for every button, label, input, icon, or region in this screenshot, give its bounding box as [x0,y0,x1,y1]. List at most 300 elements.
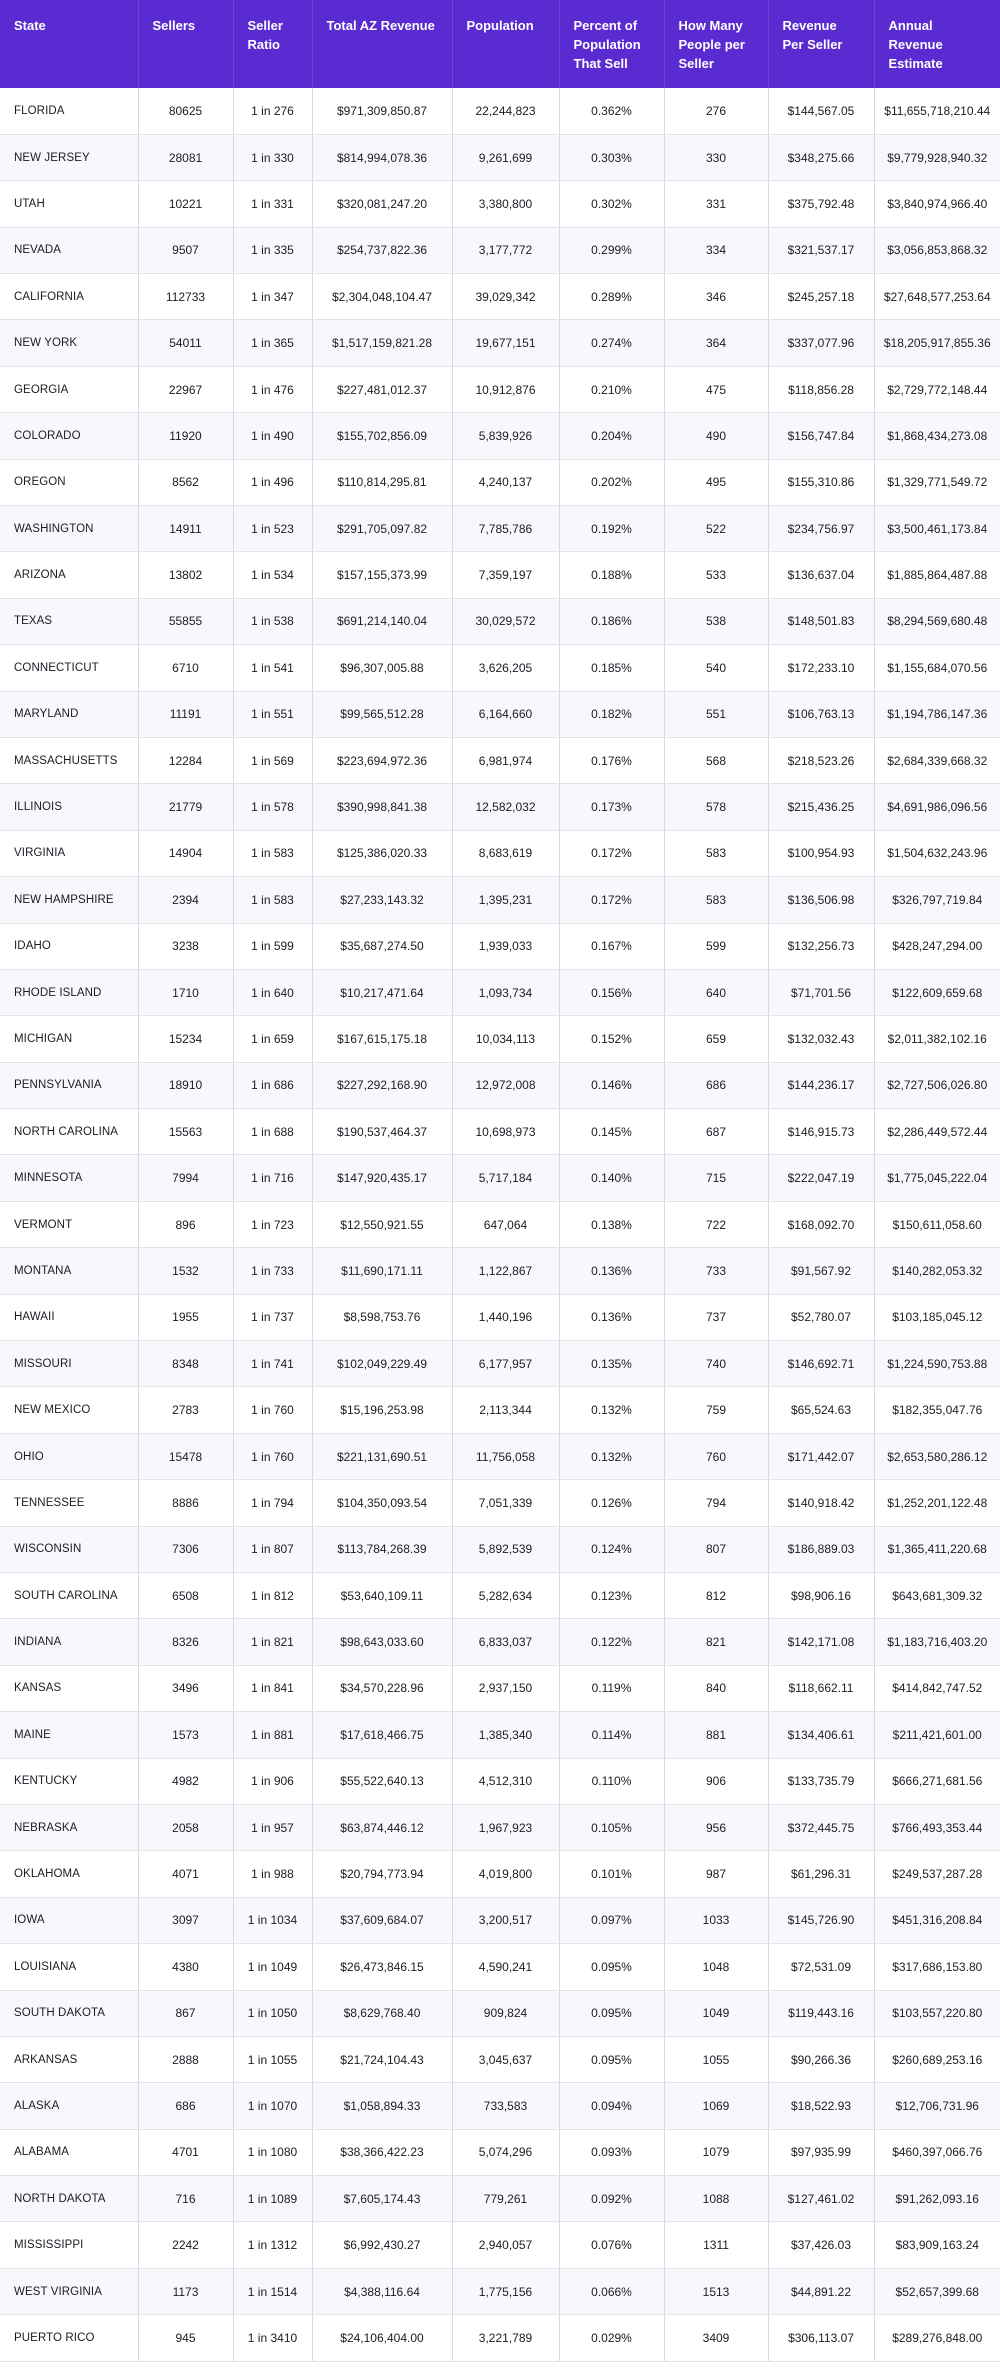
cell-sellers: 22967 [138,366,233,412]
cell-percent-population: 0.094% [559,2083,664,2129]
cell-total-revenue: $96,307,005.88 [312,645,452,691]
table-row [0,134,1000,180]
header-revenue-per-seller[interactable]: Revenue Per Seller [768,0,874,88]
cell-population: 5,839,926 [452,413,559,459]
cell-revenue-per-seller: $136,637.04 [768,552,874,598]
cell-seller-ratio: 1 in 688 [233,1109,312,1155]
cell-percent-population: 0.146% [559,1062,664,1108]
cell-people-per-seller: 840 [664,1665,768,1711]
cell-seller-ratio: 1 in 807 [233,1526,312,1572]
cell-total-revenue: $55,522,640.13 [312,1758,452,1804]
cell-population: 3,380,800 [452,181,559,227]
cell-revenue-per-seller: $172,233.10 [768,645,874,691]
cell-seller-ratio: 1 in 716 [233,1155,312,1201]
cell-total-revenue: $8,629,768.40 [312,1990,452,2036]
cell-state: SOUTH DAKOTA [0,1990,138,2036]
cell-percent-population: 0.140% [559,1155,664,1201]
cell-sellers: 896 [138,1201,233,1247]
cell-percent-population: 0.185% [559,645,664,691]
table-row [0,1480,1000,1526]
cell-people-per-seller: 1088 [664,2176,768,2222]
cell-annual-revenue: $122,609,659.68 [874,969,1000,1015]
cell-percent-population: 0.289% [559,274,664,320]
cell-sellers: 18910 [138,1062,233,1108]
cell-people-per-seller: 956 [664,1804,768,1850]
cell-annual-revenue: $4,691,986,096.56 [874,784,1000,830]
cell-annual-revenue: $2,727,506,026.80 [874,1062,1000,1108]
cell-people-per-seller: 578 [664,784,768,830]
cell-people-per-seller: 659 [664,1016,768,1062]
cell-population: 779,261 [452,2176,559,2222]
cell-people-per-seller: 568 [664,737,768,783]
cell-state: MARYLAND [0,691,138,737]
cell-percent-population: 0.095% [559,1944,664,1990]
cell-annual-revenue: $643,681,309.32 [874,1573,1000,1619]
cell-population: 10,912,876 [452,366,559,412]
cell-percent-population: 0.173% [559,784,664,830]
cell-state: WISCONSIN [0,1526,138,1572]
cell-sellers: 14911 [138,506,233,552]
cell-state: NEW HAMPSHIRE [0,877,138,923]
cell-sellers: 716 [138,2176,233,2222]
cell-percent-population: 0.156% [559,969,664,1015]
cell-sellers: 1955 [138,1294,233,1340]
cell-sellers: 15234 [138,1016,233,1062]
cell-seller-ratio: 1 in 335 [233,227,312,273]
cell-people-per-seller: 722 [664,1201,768,1247]
cell-revenue-per-seller: $127,461.02 [768,2176,874,2222]
cell-state: OKLAHOMA [0,1851,138,1897]
cell-state: GEORGIA [0,366,138,412]
cell-total-revenue: $254,737,822.36 [312,227,452,273]
cell-sellers: 4380 [138,1944,233,1990]
cell-revenue-per-seller: $134,406.61 [768,1712,874,1758]
cell-total-revenue: $27,233,143.32 [312,877,452,923]
cell-people-per-seller: 794 [664,1480,768,1526]
cell-people-per-seller: 331 [664,181,768,227]
header-seller-ratio[interactable]: Seller Ratio [233,0,312,88]
cell-sellers: 2058 [138,1804,233,1850]
cell-state: COLORADO [0,413,138,459]
table-row [0,1851,1000,1897]
cell-seller-ratio: 1 in 794 [233,1480,312,1526]
cell-revenue-per-seller: $118,662.11 [768,1665,874,1711]
cell-annual-revenue: $289,276,848.00 [874,2315,1000,2361]
cell-revenue-per-seller: $44,891.22 [768,2268,874,2314]
cell-population: 5,717,184 [452,1155,559,1201]
cell-people-per-seller: 3409 [664,2315,768,2361]
cell-state: WEST VIRGINIA [0,2268,138,2314]
cell-population: 6,164,660 [452,691,559,737]
cell-percent-population: 0.136% [559,1294,664,1340]
cell-people-per-seller: 540 [664,645,768,691]
cell-annual-revenue: $666,271,681.56 [874,1758,1000,1804]
header-percent-population[interactable]: Percent of Population That Sell [559,0,664,88]
cell-seller-ratio: 1 in 812 [233,1573,312,1619]
cell-seller-ratio: 1 in 331 [233,181,312,227]
cell-people-per-seller: 759 [664,1387,768,1433]
table-row [0,969,1000,1015]
cell-revenue-per-seller: $372,445.75 [768,1804,874,1850]
cell-people-per-seller: 276 [664,88,768,134]
cell-total-revenue: $63,874,446.12 [312,1804,452,1850]
cell-total-revenue: $125,386,020.33 [312,830,452,876]
cell-total-revenue: $155,702,856.09 [312,413,452,459]
cell-sellers: 945 [138,2315,233,2361]
cell-people-per-seller: 760 [664,1433,768,1479]
table-row [0,181,1000,227]
cell-sellers: 21779 [138,784,233,830]
header-population[interactable]: Population [452,0,559,88]
cell-sellers: 12284 [138,737,233,783]
table-row [0,737,1000,783]
cell-seller-ratio: 1 in 330 [233,134,312,180]
cell-people-per-seller: 522 [664,506,768,552]
cell-annual-revenue: $3,840,974,966.40 [874,181,1000,227]
cell-total-revenue: $99,565,512.28 [312,691,452,737]
table-row [0,1758,1000,1804]
cell-population: 1,395,231 [452,877,559,923]
cell-total-revenue: $320,081,247.20 [312,181,452,227]
cell-annual-revenue: $1,329,771,549.72 [874,459,1000,505]
cell-annual-revenue: $11,655,718,210.44 [874,88,1000,134]
cell-state: MICHIGAN [0,1016,138,1062]
cell-state: VIRGINIA [0,830,138,876]
table-row [0,877,1000,923]
cell-state: PENNSYLVANIA [0,1062,138,1108]
table-body [0,88,1000,2361]
cell-percent-population: 0.188% [559,552,664,598]
cell-people-per-seller: 334 [664,227,768,273]
cell-seller-ratio: 1 in 1089 [233,2176,312,2222]
cell-total-revenue: $37,609,684.07 [312,1897,452,1943]
cell-seller-ratio: 1 in 538 [233,598,312,644]
cell-percent-population: 0.093% [559,2129,664,2175]
cell-population: 7,359,197 [452,552,559,598]
cell-annual-revenue: $1,868,434,273.08 [874,413,1000,459]
cell-sellers: 54011 [138,320,233,366]
cell-seller-ratio: 1 in 534 [233,552,312,598]
cell-population: 10,698,973 [452,1109,559,1155]
table-row [0,1062,1000,1108]
cell-population: 1,093,734 [452,969,559,1015]
cell-population: 7,051,339 [452,1480,559,1526]
cell-population: 733,583 [452,2083,559,2129]
cell-total-revenue: $6,992,430.27 [312,2222,452,2268]
cell-sellers: 55855 [138,598,233,644]
table-row [0,1804,1000,1850]
cell-annual-revenue: $103,185,045.12 [874,1294,1000,1340]
cell-revenue-per-seller: $348,275.66 [768,134,874,180]
cell-sellers: 3097 [138,1897,233,1943]
cell-percent-population: 0.105% [559,1804,664,1850]
cell-population: 647,064 [452,1201,559,1247]
table-row [0,1526,1000,1572]
cell-revenue-per-seller: $100,954.93 [768,830,874,876]
cell-population: 12,972,008 [452,1062,559,1108]
cell-seller-ratio: 1 in 1514 [233,2268,312,2314]
cell-annual-revenue: $460,397,066.76 [874,2129,1000,2175]
cell-percent-population: 0.095% [559,1990,664,2036]
cell-total-revenue: $38,366,422.23 [312,2129,452,2175]
cell-state: IOWA [0,1897,138,1943]
cell-sellers: 2394 [138,877,233,923]
cell-people-per-seller: 740 [664,1341,768,1387]
cell-annual-revenue: $182,355,047.76 [874,1387,1000,1433]
header-state[interactable]: State [0,0,138,88]
cell-people-per-seller: 1311 [664,2222,768,2268]
cell-annual-revenue: $2,286,449,572.44 [874,1109,1000,1155]
table-row [0,2129,1000,2175]
cell-population: 3,221,789 [452,2315,559,2361]
table-row [0,459,1000,505]
cell-percent-population: 0.299% [559,227,664,273]
cell-population: 3,177,772 [452,227,559,273]
cell-percent-population: 0.176% [559,737,664,783]
cell-percent-population: 0.092% [559,2176,664,2222]
cell-percent-population: 0.274% [559,320,664,366]
cell-percent-population: 0.202% [559,459,664,505]
cell-state: SOUTH CAROLINA [0,1573,138,1619]
cell-population: 1,385,340 [452,1712,559,1758]
cell-sellers: 112733 [138,274,233,320]
table-row [0,1619,1000,1665]
cell-revenue-per-seller: $91,567.92 [768,1248,874,1294]
cell-population: 1,939,033 [452,923,559,969]
cell-people-per-seller: 1033 [664,1897,768,1943]
cell-sellers: 15478 [138,1433,233,1479]
cell-revenue-per-seller: $37,426.03 [768,2222,874,2268]
header-total-revenue[interactable]: Total AZ Revenue [312,0,452,88]
cell-annual-revenue: $1,183,716,403.20 [874,1619,1000,1665]
cell-state: KENTUCKY [0,1758,138,1804]
cell-seller-ratio: 1 in 496 [233,459,312,505]
cell-people-per-seller: 987 [664,1851,768,1897]
cell-annual-revenue: $1,885,864,487.88 [874,552,1000,598]
cell-revenue-per-seller: $142,171.08 [768,1619,874,1665]
table-row [0,2176,1000,2222]
cell-state: TEXAS [0,598,138,644]
table-row [0,366,1000,412]
cell-seller-ratio: 1 in 599 [233,923,312,969]
cell-revenue-per-seller: $222,047.19 [768,1155,874,1201]
cell-sellers: 14904 [138,830,233,876]
cell-seller-ratio: 1 in 821 [233,1619,312,1665]
cell-revenue-per-seller: $144,236.17 [768,1062,874,1108]
cell-seller-ratio: 1 in 988 [233,1851,312,1897]
cell-seller-ratio: 1 in 276 [233,88,312,134]
cell-percent-population: 0.029% [559,2315,664,2361]
cell-people-per-seller: 495 [664,459,768,505]
cell-population: 4,019,800 [452,1851,559,1897]
cell-state: MASSACHUSETTS [0,737,138,783]
cell-people-per-seller: 733 [664,1248,768,1294]
cell-annual-revenue: $140,282,053.32 [874,1248,1000,1294]
cell-percent-population: 0.186% [559,598,664,644]
cell-total-revenue: $291,705,097.82 [312,506,452,552]
table-row [0,830,1000,876]
cell-revenue-per-seller: $215,436.25 [768,784,874,830]
cell-percent-population: 0.101% [559,1851,664,1897]
cell-seller-ratio: 1 in 733 [233,1248,312,1294]
cell-people-per-seller: 881 [664,1712,768,1758]
cell-people-per-seller: 715 [664,1155,768,1201]
cell-population: 10,034,113 [452,1016,559,1062]
cell-annual-revenue: $317,686,153.80 [874,1944,1000,1990]
cell-annual-revenue: $3,500,461,173.84 [874,506,1000,552]
cell-sellers: 28081 [138,134,233,180]
cell-population: 5,282,634 [452,1573,559,1619]
cell-population: 6,981,974 [452,737,559,783]
cell-revenue-per-seller: $132,032.43 [768,1016,874,1062]
cell-state: CONNECTICUT [0,645,138,691]
cell-annual-revenue: $326,797,719.84 [874,877,1000,923]
cell-seller-ratio: 1 in 760 [233,1433,312,1479]
table-row [0,645,1000,691]
table-row [0,2036,1000,2082]
cell-state: ARKANSAS [0,2036,138,2082]
cell-state: INDIANA [0,1619,138,1665]
cell-revenue-per-seller: $71,701.56 [768,969,874,1015]
table-row [0,1016,1000,1062]
cell-total-revenue: $53,640,109.11 [312,1573,452,1619]
cell-total-revenue: $10,217,471.64 [312,969,452,1015]
cell-seller-ratio: 1 in 741 [233,1341,312,1387]
cell-population: 5,074,296 [452,2129,559,2175]
cell-annual-revenue: $18,205,917,855.36 [874,320,1000,366]
cell-revenue-per-seller: $146,915.73 [768,1109,874,1155]
cell-annual-revenue: $1,365,411,220.68 [874,1526,1000,1572]
cell-seller-ratio: 1 in 583 [233,830,312,876]
cell-percent-population: 0.172% [559,877,664,923]
cell-revenue-per-seller: $234,756.97 [768,506,874,552]
cell-annual-revenue: $2,729,772,148.44 [874,366,1000,412]
cell-sellers: 6710 [138,645,233,691]
header-sellers[interactable]: Sellers [138,0,233,88]
cell-sellers: 8348 [138,1341,233,1387]
cell-population: 1,122,867 [452,1248,559,1294]
cell-total-revenue: $223,694,972.36 [312,737,452,783]
cell-total-revenue: $227,481,012.37 [312,366,452,412]
cell-people-per-seller: 812 [664,1573,768,1619]
cell-annual-revenue: $1,224,590,753.88 [874,1341,1000,1387]
cell-state: ILLINOIS [0,784,138,830]
cell-revenue-per-seller: $171,442.07 [768,1433,874,1479]
cell-state: NEW MEXICO [0,1387,138,1433]
cell-total-revenue: $971,309,850.87 [312,88,452,134]
table-row [0,552,1000,598]
table-row [0,1712,1000,1758]
cell-revenue-per-seller: $186,889.03 [768,1526,874,1572]
table-row [0,320,1000,366]
cell-seller-ratio: 1 in 659 [233,1016,312,1062]
cell-people-per-seller: 1069 [664,2083,768,2129]
cell-sellers: 1573 [138,1712,233,1758]
cell-annual-revenue: $27,648,577,253.64 [874,274,1000,320]
cell-state: MINNESOTA [0,1155,138,1201]
cell-state: OHIO [0,1433,138,1479]
cell-revenue-per-seller: $155,310.86 [768,459,874,505]
table-row [0,691,1000,737]
cell-population: 2,113,344 [452,1387,559,1433]
cell-percent-population: 0.192% [559,506,664,552]
cell-annual-revenue: $211,421,601.00 [874,1712,1000,1758]
table-row [0,1201,1000,1247]
cell-population: 1,440,196 [452,1294,559,1340]
cell-sellers: 2783 [138,1387,233,1433]
table-row [0,2222,1000,2268]
header-annual-revenue[interactable]: Annual Revenue Estimate [874,0,1000,88]
cell-people-per-seller: 551 [664,691,768,737]
cell-total-revenue: $17,618,466.75 [312,1712,452,1758]
cell-total-revenue: $1,058,894.33 [312,2083,452,2129]
cell-percent-population: 0.138% [559,1201,664,1247]
cell-percent-population: 0.066% [559,2268,664,2314]
cell-people-per-seller: 346 [664,274,768,320]
cell-annual-revenue: $428,247,294.00 [874,923,1000,969]
cell-seller-ratio: 1 in 1049 [233,1944,312,1990]
cell-revenue-per-seller: $72,531.09 [768,1944,874,1990]
cell-seller-ratio: 1 in 569 [233,737,312,783]
cell-revenue-per-seller: $218,523.26 [768,737,874,783]
cell-revenue-per-seller: $156,747.84 [768,413,874,459]
cell-annual-revenue: $1,252,201,122.48 [874,1480,1000,1526]
cell-total-revenue: $26,473,846.15 [312,1944,452,1990]
cell-total-revenue: $7,605,174.43 [312,2176,452,2222]
cell-population: 909,824 [452,1990,559,2036]
cell-seller-ratio: 1 in 841 [233,1665,312,1711]
cell-annual-revenue: $2,653,580,286.12 [874,1433,1000,1479]
table-row [0,1990,1000,2036]
cell-revenue-per-seller: $136,506.98 [768,877,874,923]
table-row [0,227,1000,273]
cell-people-per-seller: 364 [664,320,768,366]
cell-seller-ratio: 1 in 881 [233,1712,312,1758]
cell-people-per-seller: 475 [664,366,768,412]
cell-people-per-seller: 1049 [664,1990,768,2036]
cell-people-per-seller: 490 [664,413,768,459]
cell-population: 4,512,310 [452,1758,559,1804]
table-row [0,1294,1000,1340]
header-people-per-seller[interactable]: How Many People per Seller [664,0,768,88]
cell-total-revenue: $113,784,268.39 [312,1526,452,1572]
cell-seller-ratio: 1 in 906 [233,1758,312,1804]
cell-seller-ratio: 1 in 1055 [233,2036,312,2082]
cell-state: TENNESSEE [0,1480,138,1526]
cell-population: 12,582,032 [452,784,559,830]
cell-percent-population: 0.114% [559,1712,664,1758]
cell-revenue-per-seller: $306,113.07 [768,2315,874,2361]
cell-state: OREGON [0,459,138,505]
cell-people-per-seller: 538 [664,598,768,644]
cell-seller-ratio: 1 in 686 [233,1062,312,1108]
cell-percent-population: 0.119% [559,1665,664,1711]
cell-people-per-seller: 583 [664,830,768,876]
cell-sellers: 11920 [138,413,233,459]
cell-state: MISSOURI [0,1341,138,1387]
cell-total-revenue: $814,994,078.36 [312,134,452,180]
cell-total-revenue: $2,304,048,104.47 [312,274,452,320]
cell-population: 4,590,241 [452,1944,559,1990]
cell-sellers: 4071 [138,1851,233,1897]
cell-sellers: 7306 [138,1526,233,1572]
cell-population: 2,940,057 [452,2222,559,2268]
table-row [0,1341,1000,1387]
cell-seller-ratio: 1 in 490 [233,413,312,459]
cell-state: FLORIDA [0,88,138,134]
cell-annual-revenue: $451,316,208.84 [874,1897,1000,1943]
cell-people-per-seller: 1048 [664,1944,768,1990]
